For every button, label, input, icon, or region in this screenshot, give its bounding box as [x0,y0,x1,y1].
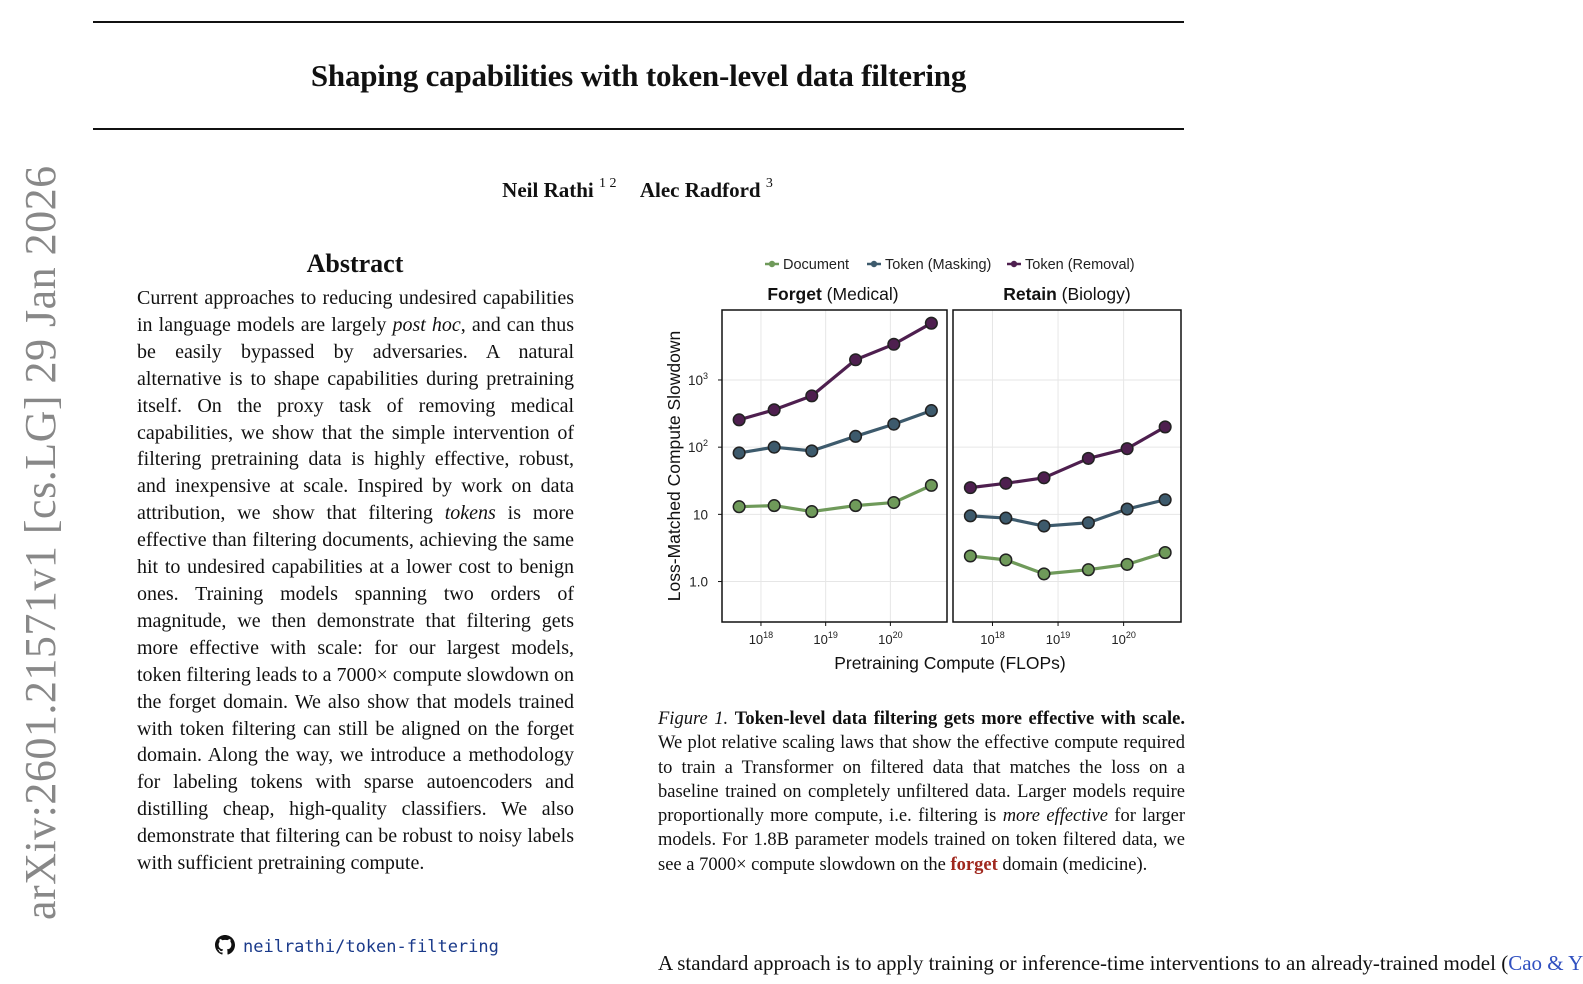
data-point [1121,443,1133,455]
abstract-text: Current approaches to reducing undesired capabilities in language models are largely post hoc, and can thus be easily bypassed by adversaries. A natural alternative is to shape capabilities during pretraining itself. On the proxy task of removing medical capabilities, we show that the simple intervention of filtering pretraining data is highly effective, robust, and inexpensive at scale. Inspired by work on data attribution, we show that filtering tokens is more effective than filtering documents, achieving the same hit to undesired capabilities at a lower cost to benign ones. Training models spanning two orders of magnitude, we then demonstrate that filtering gets more effective with scale: for our largest models, token filtering leads to a 7000× compute slowdown on the forget domain. We also show that models trained with token filtering can still be aligned on the forget domain. Along the way, we introduce a methodology for labeling tokens with sparse autoencoders and distilling cheap, high-quality classifiers. We also demonstrate that filtering can be robust to noisy labels with sufficient pretraining compute. [137,287,574,875]
data-point [1000,512,1012,524]
data-point [1038,520,1050,532]
data-point [926,405,938,417]
citation-link[interactable]: Cao & Y [1508,951,1583,975]
series-line-token-removal [739,323,931,420]
panel-frame-forget [722,310,947,622]
data-point [888,338,900,350]
data-point [965,510,977,522]
data-point [1083,453,1095,465]
x-tick-label: $10^{19}$ [1045,630,1071,647]
x-axis-label: Pretraining Compute (FLOPs) [834,653,1066,673]
series-line-token-masking [970,500,1165,526]
arxiv-identifier: arXiv:2601.21571v1 [cs.LG] 29 Jan 2026 [16,165,65,920]
author-name: Alec Radford [639,178,761,202]
y-tick-label: 1.0 [689,574,708,590]
panel-title-forget: Forget (Medical) [767,284,899,304]
x-tick-label: $10^{19}$ [813,630,838,647]
x-tick-label: $10^{20}$ [1111,630,1136,647]
data-point [768,441,780,453]
y-tick-label: $10^2$ [687,438,708,456]
data-point [1159,421,1171,433]
data-point [850,500,862,512]
data-point [1000,477,1012,489]
data-point [965,550,977,562]
series-line-token-removal [970,427,1165,488]
data-point [768,404,780,416]
scaling-chart [655,250,1190,680]
data-point [926,480,938,492]
figure-caption: Figure 1. Token-level data filtering gets more effective with scale. We plot relative scaling laws that show the effective compute required to train a Transformer on filtered data that matches the loss on a baseline trained on completely unfiltered data. Larger models require proportionally more compute, i.e. filtering is more effective for larger models. For 1.8B parameter models trained on token filtered data, we see a 7000× compute slowdown on the forget domain (medicine). [658,709,1185,875]
data-point [888,497,900,509]
legend-item-token-removal [1007,257,1135,273]
abstract-heading: Abstract [306,249,404,278]
legend-label: Token (Masking) [885,257,992,273]
data-point [733,501,745,513]
data-point [1000,554,1012,566]
author-affiliation: 3 [765,176,773,191]
panel-frame-retain [953,310,1181,622]
data-point [733,447,745,459]
legend-item-document [765,257,849,273]
caption-label: Figure 1. [658,709,729,729]
legend-label: Document [783,257,850,273]
series-line-document [970,553,1165,574]
repository-link[interactable] [215,935,499,960]
data-point [768,500,780,512]
data-point [1121,559,1133,571]
legend-label: Token (Removal) [1025,257,1135,273]
data-point [1083,564,1095,576]
data-point [1038,568,1050,580]
data-point [1159,494,1171,506]
data-point [888,418,900,430]
x-tick-label: $10^{18}$ [980,630,1005,647]
data-point [806,445,818,457]
data-point [926,317,938,329]
data-point [1038,472,1050,484]
data-point [850,354,862,366]
data-point [1083,517,1095,529]
x-tick-label: $10^{20}$ [878,630,903,647]
data-point [806,390,818,402]
data-point [850,431,862,443]
body-text: A standard approach is to apply training or inference-time interventions to an already-trained model (Cao & Y [658,951,1583,975]
title-rule [93,128,1184,130]
y-tick-label: 10 [692,507,708,523]
top-rule [93,21,1184,23]
panel-title-retain: Retain (Biology) [1003,284,1131,304]
data-point [733,414,745,426]
data-point [965,482,977,494]
github-icon [215,935,235,960]
y-axis-label: Loss-Matched Compute Slowdown [664,330,684,602]
x-tick-label: $10^{18}$ [748,630,774,647]
data-point [1159,547,1171,559]
chart-legend [765,257,1135,273]
author-affiliation: 1 2 [599,176,617,191]
legend-item-token-masking [867,257,991,273]
repository-name: neilrathi/token-filtering [243,937,499,957]
data-point [1121,503,1133,515]
author-list [0,178,1275,203]
data-point [806,506,818,518]
paper-title: Shaping capabilities with token-level data filtering [310,58,967,93]
author-name: Neil Rathi [502,178,594,202]
y-tick-label: $10^3$ [687,370,708,388]
